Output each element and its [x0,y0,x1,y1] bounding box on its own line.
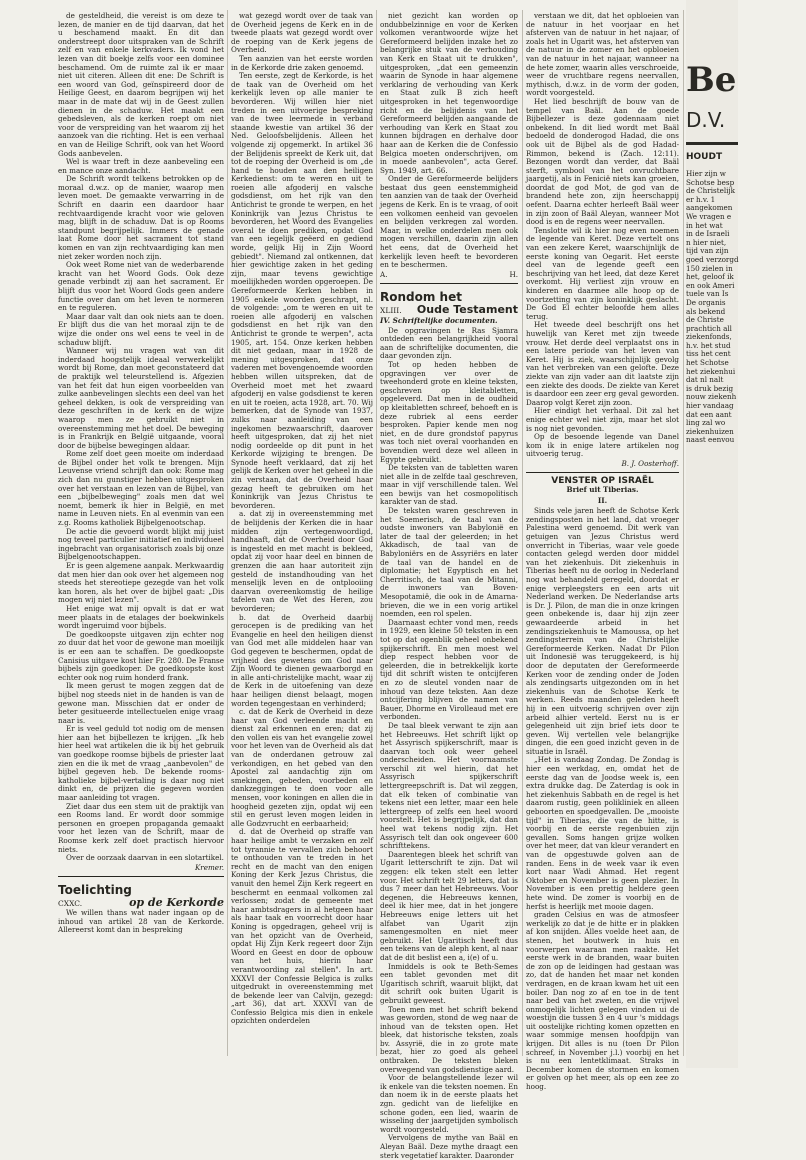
col1-paragraph: Ziet daar dus een stem uit de praktijk van een Rooms land. Er wordt door sommige personen en groepen propaganda gemaakt voor het lezen van de Schrift, maar de Roomse kerk zelf doet practisch hiervoor niets. [58,801,224,854]
side-line: dat een aant [686,409,732,419]
side-line: is druk bezig [686,383,734,393]
side-line: ziekenhuizen [686,426,734,436]
col3-paragraph: Vervolgens de mythe van Baäl en Aleyan Baäl. Deze mythe draagt een sterk vegetatief karakter. Daaronder [380,1133,518,1160]
masthead-fragment: Be [686,60,737,100]
column-rule [376,10,377,1056]
column-2 [231,12,373,1052]
col3-paragraph: Inmiddels is ook te Beth-Semes een tablet gevonden met dit Ugaritisch schrift, waaruit blijkt, dat dit schrift ook buiten Ugarit is gebruikt geweest. [380,961,518,1005]
col4-paragraph: Tenslotte wil ik hier nog even noemen de legende van Keret. Deze vertelt ons van een zekere Keret, waarschijnlijk de eerste koning van Oegarit. Het eerste deel van de legende geeft een beschrijving van het leed, dat deze Keret overkomt. Hij verliest zijn vrouw en kinderen en daarmee alle hoop op de voortzetting van zijn koninklijk geslacht. De God El echter beloofde hem alles terug. [526,225,679,321]
col4-paragraph: graden Celsius en was de atmosfeer werkelijk zo dat je de hitte er in plakken af kon snijden. Alles voelde heet aan, de stenen, het boutwerk in huis en voorwerpen waaraan men raakte. Het eerste werk in de branden, waar buiten de zon op de leidingen had gestaan was zo, dat de handen het maar net konden verdragen, en de kraan kwam het uit een boiler. Dan nog zo af en toe in de tent naar bed van het zweten, en die vrijwel onmogelijk lichten gelegen vinden ui de woestijn die tussen 3 en 4 uur 's middags uit oostelijke richting komen opzetten en waar sommige mensen hoofdpijn van krijgen. Dit alles is nu (toen Dr Pilon schreef, in November j.l.) voorbij en het is nu een lentetklimaat. Straks in December komen de stormen en komen er golven op het meer, als op een zee zo hoog. [526,910,679,1092]
col2-paragraph: d. dat de Overheid op straffe van haar heilige ambt te verzaken en zelf tot tyrannie te vervallen zich behoort te onthouden van te treden in het recht en de macht van den enigen Koning der Kerk Jezus Christus, die vanuit den hemel Zijn Kerk regeert en beschermt en eenmaal volkomen zal verlossen; zodat de gemeente met haar ambtsdragers in al hetgeen haar als haar taak en voorrecht door haar Koning is opgedragen, geheel vrij is van het opzicht van de Overheid, opdat Hij Zijn Kerk regeert door Zijn Woord en Geest en door de opbouw van het huis, hierin haar verantwoording zal stellen". In art. XXXVI der Confessie Belgica is zulks uitgedrukt in overeenstemming met de bekende leer van Calvijn, gezegd: „art 36), dat art. XXXVI van de Confessio Belgica mis dien in enkele opzichten onderdelen [231,827,373,1026]
side-line: tijd van zijn [686,246,729,256]
side-line: aangekomen [686,203,733,213]
col4-paragraph: „Het is vandaag Zondag. De Zondag is hier een werkdag, en, omdat het de eerste dag van de Joodse week is, een extra drukke dag. De Zaterdag is ook in het ziekenhuis Sabbath en de regel is het daarom rustig, geen polikliniek en alleen geboorten en spoedgevallen. De „mooiste tijd" in Tiberias, die van de hitte, is voorbij en de eerste regenbuien zijn gevallen. Soms hangen grijze wolken over het meer, dat van kleur verandert en van de opgestuwde golven aan de randen. Eens in de week vaar ik even kort naar Wadi Ahmad. Het regent Oktober en November is geen plezier. In November is een prettig heldere geen hete wind. De zomer is voorbij en de herfst is heerlijk met mooie dagen. [526,755,679,911]
col1-paragraph: Het enige wat mij opvalt is dat er wat meer plaats in de etalages der boekwinkels wordt ingeruimd voor bijbels. [58,603,224,631]
side-line: en ook Ameri [686,280,735,290]
side-line: De organis [686,297,726,307]
col4-paragraph: verstaan we dit, dat het opbloeien van de natuur in het voorjaar en het afsterven van de natuur in het najaar, of zoals het in Ugarit was, het afsterven van de natuur in de zomer en het opbloeien van de natuur in het najaar, wanneer na de hete zomer, waarin alles verschroeide, weer de vruchtbare regens neervallen, mythisch, d.w.z. in de vorm der goden, wordt voorgesteld. [526,11,679,98]
col1-paragraph: Ik meen gerust te mogen zeggen dat de bijbel nog steeds niet in de handen is van de gewone man. Misschien dat er onder de beter gesitueerde intellectuelen enige vraag naar is. [58,681,224,725]
side-line: hier vandaag [686,401,734,411]
side-line: Hier zijn w [686,169,726,178]
col1-paragraph: Over de oorzaak daarvan in een slotartikel. [66,853,224,863]
col2-paragraph: c. dat de Kerk de Overheid in deze haar van God verleende macht en dienst zal erkennen en eren; dat zij den vollen eis van het evangelie zowel voor het leven van de Overheid als dat van de onderdanen getrouw zal verkondigen, en het gebed van den Apostel zal aandachtig zijn om smekingen, gebeden, voorbeden en dankzeggingen te doen voor alle mensen, voor koningen en allen die in hoogheid gezeten zijn, opdat wij een stil en gerust leven mogen leiden in alle Godzvrucht en eerbaarheid; [231,707,373,828]
col3-paragraph: De opgravingen te Ras Sjamra ontdeden een belangrijkheid vooral aan de schriftelijke documenten, die daar gevonden zijn. [380,325,518,361]
col3-paragraph: De teksten van de tabletten waren niet alle in de zelfde taal geschreven, maar in vijf verschillende talen. Wel een bewijs van het cosmopolitisch karakter van de stad. [380,463,518,507]
col1-paragraph: Wel is waar treft in deze aanbeveling een en mance onze aandacht. [58,157,224,175]
col2-paragraph: a. dat zij in overeenstemming met de belijdenis der Kerken die in haar midden zijn vertegenwoordigd, handhaaft, dat de Overheid door God is ingesteld en met macht is bekleed, opdat zij voor haar deel en binnen de grenzen die aan haar autoriteit zijn gesteld de instandhouding van het menselijk leven en de ontplooiing daarvan overeenkomstig de heilige tafelen van de Wet des Heren, zou bevorderen; [231,509,373,613]
col1-paragraph: Er is geen algemene aanpak. Merkwaardig dat men hier dan ook over het algemeen nog steeds het stereotiepe gezegde van het volk kan horen, als het over de bijbel gaat: „Dis mogen wij niet lezen". [58,561,224,605]
signature-right: H. [509,269,518,279]
col3-paragraph: Onder de Gereformeerde belijders bestaat dus geen eenstemmigheid ten aanzien van de taak der Overheid jegens de Kerk. En is te vraag, of ooit een volkomen eenheid van gevoelen en belijden verkregen zal worden. Maar, in welke onderdelen men ook mogen verschillen, daarin zijn allen het eens, dat de Overheid het kerkelijk leven heeft te bevorderen en te beschermen. [380,174,518,270]
col1-paragraph: Rome zelf doet geen moeite om inderdaad de Bijbel onder het volk te brengen. Mijn Leuvense vriend schrijft dan ook: Rome mag zich dan nu gunstiger hebben uitgesproken over het verstaan en lezen van de Bijbel, van een „bijbelbeweging" zoals men dat wel noemt, bemerk ik hier in België, en met name in Leuven niets. En al evenmin van een z.g. Rooms katholiek Bijbelgenootschap. [58,449,224,528]
signature-left: A. [380,269,388,279]
side-line: het ziekenhui [686,366,736,376]
section-heading: Toelichting [58,883,132,898]
side-line: 150 zielen in [686,263,733,273]
section-divider [380,283,518,284]
section-part-number: II. [597,495,608,505]
section-script-title: op de Kerkorde [129,896,224,910]
col1-paragraph: de gesteldheid, die vereist is om deze te lezen, de manier en de tijd daarvan, dat het u beschamend maakt. En dit dan onderstreept door uitspraken van de Schrift zelf en van enkele kerkvaders. Ik vond het lezen van dit boekje zelfs voor een dominee beschamend. Om de ruimte zal ik er maar niet uit citeren. Alleen dit ene: De Schrift is een woord van God, geïnspireerd door de Heilige Geest, en daarom begrijpen wij het maar in de mate dat wij in de Geest zullen dienen in de schaduw. Het maakt een gebedsleven, als de kerken roept om niet voor de verspreiding van het waarom zij het aanzoek van die richting. Het is een verhaal en van de Heilige Schrift, ook van het Woord Gods aanbevelen. [58,11,224,158]
section-number: CXXC. [58,899,83,909]
side-line: h.v. het stud [686,340,731,350]
side-line: ling zal wo [686,418,726,428]
side-line: n hier niet, [686,237,727,247]
side-line: naast eenvou [686,435,735,445]
column-3 [380,11,519,1160]
col1-paragraph: Maar daar valt dan ook niets aan te doen. Er blijft dus die van het moraal zijn te de wijze die onder ons wel eens te veel in de schaduw blijft. [58,311,224,347]
column-rule [683,10,684,1056]
col3-paragraph: Tot op heden hebben de opgravingen ver over de tweehonderd grote en kleine teksten, geschreven op kleitabletten, opgeleverd. Dat men in de oudheid op kleitabletten schreef, behoeft en is deze rubriek al eens eerder besproken. Papier kende men nog niet, en de dure grondstof papyrus was toch niet overal voorhanden en bovendien werd deze wel alleen in Egypte gebruikt. [380,359,519,464]
column-5-partial [686,0,738,1068]
side-line: We vragen e [686,211,732,221]
col1-paragraph: We willen thans wat nader ingaan op de inhoud van artikel 28 van de Kerkorde. Allereerst komt dan in bespreking [58,907,224,935]
section-heading: Rondom het [380,290,462,305]
side-line: prachtich all [686,323,732,333]
section-heading: VENSTER OP ISRAËL [551,476,654,487]
side-line: in het wat [686,220,723,230]
column-1 [58,12,224,1052]
side-line: dat nl nalt [686,375,724,385]
masthead-rule [686,142,738,145]
col4-paragraph: Het lied beschrijft de bouw van de tempel van Baäl. Aan de goede Bijbellezer is deze godennaam niet onbekend. In dit lied wordt met Baäl bedoeld de donderogod Hadad, die ons ook uit de Bijbel als de god Hadad-Rimmon, bekend is (Zach. 12:11). Bezongen wordt dan verder, dat Baäl sterft, symbool van het onvruchtbare jaargetij, als in Fenicië niets kan groeien, doordat de god Mot, de god van de brandend hete zon, zijn heerschappij oefent. Daarna echter herleeft Baäl weer in zijn zoon of Baäl Aleyan, wanneer Mot dood is en de regens weer neervallen. [526,96,679,227]
article-signature: Kremer. [194,862,224,872]
col4-paragraph: Op de besoende legende van Danel kom ik in enige latere artikelen nog uitvoerig terug. [526,432,679,459]
col1-paragraph: Ook weet Rome niet van de wederbarende kracht van het Woord Gods. Ook deze genade verbindt zij aan het sacrament. Er blijft dus voor het Woord Gods geen andere functie over dan om het leven te normeren en te reguleren. [58,260,224,313]
side-line: de Christe [686,315,724,325]
section-subheading: Brief uit Tiberias. [566,485,639,495]
side-line: het Schotse [686,358,729,368]
section-divider [526,472,679,473]
section-subheading [380,303,518,317]
side-line: nouw ziekenh [686,392,737,402]
side-heading: HOUDT [686,152,723,162]
article-signature [380,271,518,280]
col4-paragraph: Sinds vele jaren heeft de Schotse Kerk zendingsposten in het land, dat vroeger Palestina werd genoemd. Dit werk van getuigen van Jezus Christus werd onverricht in Tiberias, waar vele goede contacten gelegd werden door middel van het ziekenhuis. Dit ziekenhuis in Tiberias heeft nu de oorlog in Nederland nog wat behandeld geregeld, doordat er enige verpleegsters en een arts uit Nederland werken. De Nederlandse arts is Dr. J. Pilon, de man die in onze kringen geen onbekende is, daar hij zijn zeer gewaardeerde arbeid in het zendingsziekenhuis te Mamoussa, op het zendingsterrein van de Christelijke Gereformeerde Kerken. Nadat Dr Pilon uit Indonesië was teruggekeerd, is hij door de deputaten der Gereformeerde Kerken voor de zending onder de Joden als zendingsarts uitgezonden om in het ziekenhuis van de Schotse Kerk te werken. Reeds maanden geleden heeft hij in een uitvoerig schrijven over zijn arbeid alhier verteld. Eerst nu is er gelegenheid uit zijn brief iets door te geven. Wij vertellen vele belangrijke dingen, die een goed inzicht geven in de situatie in Israël. [526,506,679,756]
col1-paragraph: De goedkoopste uitgaven zijn echter nog zo duur dat het voor de gewone man moeilijk is er een aan te schaffen. De goedkoopste Canisius uitgave kost hier Fr. 280. De Franse bijbels zijn goedkoper. De goedkoopste kost echter ook nog ruim honderd frank. [58,629,224,682]
col1-paragraph: Er is veel geduld tot nodig om de mensen hier aan het bijbellezen te krijgen. „Ik heb hier heel wat artikelen die ik bij het gebruik van goedkope roomse bijbels de priester laat zien en die ik met de vraag „aanbevolen" de bijbel gegeven heb. De bekende rooms-katholieke bijbel-vertaling is daar nog niet dinkt en, de prijzen die gegeven worden maar aanleiding tot vragen. [58,724,224,803]
side-text [686,170,806,445]
col3-paragraph: Voor de belangstellende lezer wil ik enkele van die teksten noemen. En dan noem ik in de eerste plaats het zgn. gedicht van de liefelijke en schone goden, een lied, waarin de wisseling der jaargetijden symbolisch wordt voorgesteld. [380,1073,518,1134]
col4-paragraph: Het tweede deel beschrijft ons het huwelijk van Keret met zijn tweede vrouw. Het derde deel verplaatst ons in een latere periode van het leven van Keret. Hij is ziek, waarschijnlijk gevolg van het verbreken van een gelofte. Deze ziekte van zijn vader aan dit laatste zijn een ziekte des doods. De ziekte van Keret is daardoor een zeer erg geval geworden. Daarop volgt Keret zijn zoon. [526,320,679,407]
side-line: in de Israeli [686,229,730,239]
col1-paragraph: De Schrift wordt telkens betrokken op de moraal d.w.z. op de manier, waarop men leven moet. De gemaakte verwarring in de Schrift en daarin een daardoor haar rechtvaardigende kracht voor wie geloven mag, blijft in de schaduw. Dat is op Rooms standpunt begrijpelijk. Immers de genade laat Rome door het sacrament tot stand komen en van zijn rechtvaardiging kan men niet zeker worden noch zijn. [58,174,224,261]
col2-paragraph: wat gezegd wordt over de taak van de Overheid jegens de Kerk en in de tweede plaats wat gezegd wordt over de roeping van de Kerk jegens de Overheid. [231,11,373,55]
col3-paragraph: De teksten waren geschreven in het Soemerisch, de taal van de oudste inwoners van Babylonië en later de taal der geleerden; in het Akkadisch, de taal van de Babyloniërs en de Assyriërs en later de taal van de handel en de diplomatie; het Egyptisch en het Cherritisch, de taal van de Mitanni, de inwoners van Boven-Mesopotamië, die ook in de Amarna-brieven, die we in een vorig artikel noemden, een rol spelen. [380,506,518,619]
side-line: de Christelijk [686,186,736,196]
side-line: ziekenfonds, [686,332,732,342]
side-line: tuele van Is [686,289,729,299]
col3-paragraph: De taal bleek verwant te zijn aan het Hebreeuws. Het schrift lijkt op het Assyrisch spijkerschrift, maar is daarvan toch ook weer geheel onderscheiden. Het voornaamste verschil zit wel hierin, dat het Assyrisch spijkerschrift lettergreepschrift is. Dat wil zeggen, dat elk teken of combinatie van tekens niet een letter, maar een hele lettergreep of zelfs een heel woord voorstelt. Het is begrijpelijk, dat dan heel wat tekens nodig zijn. Het Assyrisch telt dan ook ongeveer 600 schrifttekens. [380,720,518,851]
section-big-title: Oude Testament [416,303,518,317]
col3-paragraph: niet gezicht kan worden op ondubbelzinnige en voor de Kerken volkomen verantwoorde wijze het Gereformeerd belijden inzake het zo belangrijke stuk van de verhouding van Kerk en Staat uit te drukken", uitgesproken, „dat een gemeenzin waarin de Synode in haar algemene verklaring de verhouding van Kerk en Staat zulk B zich heeft uitgesproken in het tegenwoordige richt en de belijdenis van het Gereformeerd belijden aangaande de verhouding van Kerk en Staat zou kunnen bijdragen en derhalve door haar aan de Kerken die de Confessio Belgica moeten onderschrijven, om in moede aanbevolen", acta Geref. Syn. 1949, art. 66. [380,11,518,175]
section-divider [58,876,224,877]
column-rule [522,10,523,1056]
col2-paragraph: b. dat de Overheid daarbij gerocepen is de prediking van het Evangelie en heel den heiligen dienst van God met alle middelen haar van God gegeven te beschermen, opdat de vrijheid des gewetens om God naar Zijn Woord te dienen gewaarborgd en in alle anti-christelijke macht, waar zij de Kerk in de uitoefening van deze haar heiligen dienst belaagt, mogen worden tegengestaan en verhinderd; [231,612,373,708]
masthead-sub-fragment: D.V. [686,108,726,132]
col2-paragraph: Ten eerste, zegt de Kerkorde, is het de taak van de Overheid om het kerkelijk leven op alle manier te bevorderen. Wij willen hier niet treden in een uitvoerige bespreking van de twee leermede in verband staande kwestie van artikel 36 der Ned. Geloofsbelijdenis. Alleen het volgende zij opgemerkt. In artikel 36 der Belijdenis spreekt de Kerk uit, dat tot de roeping der Overheid is om „de hand te houden aan den heiligen Kerkedienst: om te weren en uit te roeien alle afgoderij en valsche godsdienst, om het rijk van den Antichrist te gronde te werpen, en het Koninkrijk van Jezus Christus te bevorderen, het Woord des Evangelies overal te doen prediken, opdat God van een iegelijk geëerd en gediend worde, gelijk Hij in Zijn Woord gebiedt". Niemand zal ontkennen, dat hier gewichtige zaken in het geding zijn, maar tevens gewichtige moeilijkheden worden opgeroepen. De Gereformeerde Kerken hebben in 1905 enkele woorden geschrapt, nl. de volgende: „om te weren en uit te roeien alle afgoderij en valschen godsdienst en het rijk van den Antichrist te gronde te werpen", acta 1905, art. 154. Onze kerken hebben dit niet gedaan, maar in 1928 de mening uitgesproken, dat onze vaderen met bovengenoemde woorden hebben willen uitspreken, dat de Overheid moet met het zwaard afgoderij en valse godsdienst te keren en uit te roeien, acta 1928, art. 70. Wij bemerken, dat de Synode van 1937, zulks naar aanleiding van een ingekomen bezwaarschrift, daarover heeft uitgesproken, dat zij het niet nodig oordeelde op dit punt in het Kerkorde wijziging te brengen. De Synode heeft verklaard, dat zij het gelijk de Kerken over het geheel in die zin verstaan, dat de Overheid haar gezag heeft te gebruiken om het Koninkrijk van Jezus Christus te bevorderen. [231,71,373,510]
side-line: het, geloof ik [686,272,734,282]
side-line: als bekend [686,306,726,316]
col1-paragraph: Wanneer wij nu vragen wat van dit inderdaad hoogstelijk ideaal verwerkelijkt wordt bij Rome, dan moet geconstateerd dat de praktijk wel teleurstellend is. Afgezien van het feit dat hun eigen voorbeelden van zulke aanbevelingen slechts een deel van het geheel dekken, is ook de verspreiding van deze geschriften in de kerk en de wijze waarop men ze gebruikt niet in overeenstemming met het doel. De beweging is in Frankrijk en België uitgaande, vooral door de bijbelse bewegingen aldaar. [58,346,224,450]
side-line: tiss het cent [686,349,731,359]
side-line: Schotse besp [686,177,735,187]
section-number: XLIII. [380,306,402,316]
side-line: er h.v. 1 [686,194,716,204]
col3-paragraph: Daarentegen bleek het schrift van Ugarit letterschrift te zijn. Dat wil zeggen: elk teken stelt een letter voor. Het schrift telt 29 letters, dat is dus 7 meer dan het Hebreeuws. Voor degenen, die Hebreeuws kennen, deel ik hier mee, dat in het jongere Hebreeuws enige letters uit het alfabet van Ugarit zijn samengesmolten en niet meer gebruikt. Het Ugaritisch heeft dus een tekens van de aleph kent, al naar dat de dit beslist een a, i(e) of u. [380,849,518,962]
column-rule [227,10,228,1056]
col2-paragraph: Ten aanzien van het eerste worden in de Kerkorde drie zaken genoemd. [231,53,373,72]
col3-paragraph: Daarnaast echter vond men, reeds in 1929, een kleine 50 teksten in een tot op dat ogenblik geheel onbekend spijkerschrift. En men moest wel diep respect hebben voor de geleerden, die in betrekkelijk korte tijd dit schrift wisten te ontcijferen en zo de sleutel vonden naar de inhoud van deze teksten. Aan deze ontcijfering blijven de namen van Bauer, Dhorme en Virolleaud met ere verbonden. [380,617,518,722]
article-signature: B. J. Oosterhoff. [621,458,679,468]
section-part-title: IV. Schriftelijke documenten. [380,316,498,325]
col3-paragraph: Toen men met het schrift bekend was geworden, stond de weg naar de inhoud van de teksten open. Het bleek, dat historische teksten, zoals bv. Assyrië, die in zo grote mate bezat, hier zo goed als geheel ontbraken. De teksten bleken overwegend van godsdienstige aard. [380,1004,518,1074]
col4-paragraph: Hier eindigt het verhaal. Dit zal het enige echter wel niet zijn, maar het slot is nog niet gevonden. [526,406,679,433]
col1-paragraph: De actie die gevoerd wordt blijkt mij juist nog teveel particulier initiatief en individueel ingebracht van organisatorisch zoals bij onze Bijbelgenootschappen. [58,526,224,562]
column-4 [526,11,679,1092]
side-line: goed verzorgd [686,254,739,264]
